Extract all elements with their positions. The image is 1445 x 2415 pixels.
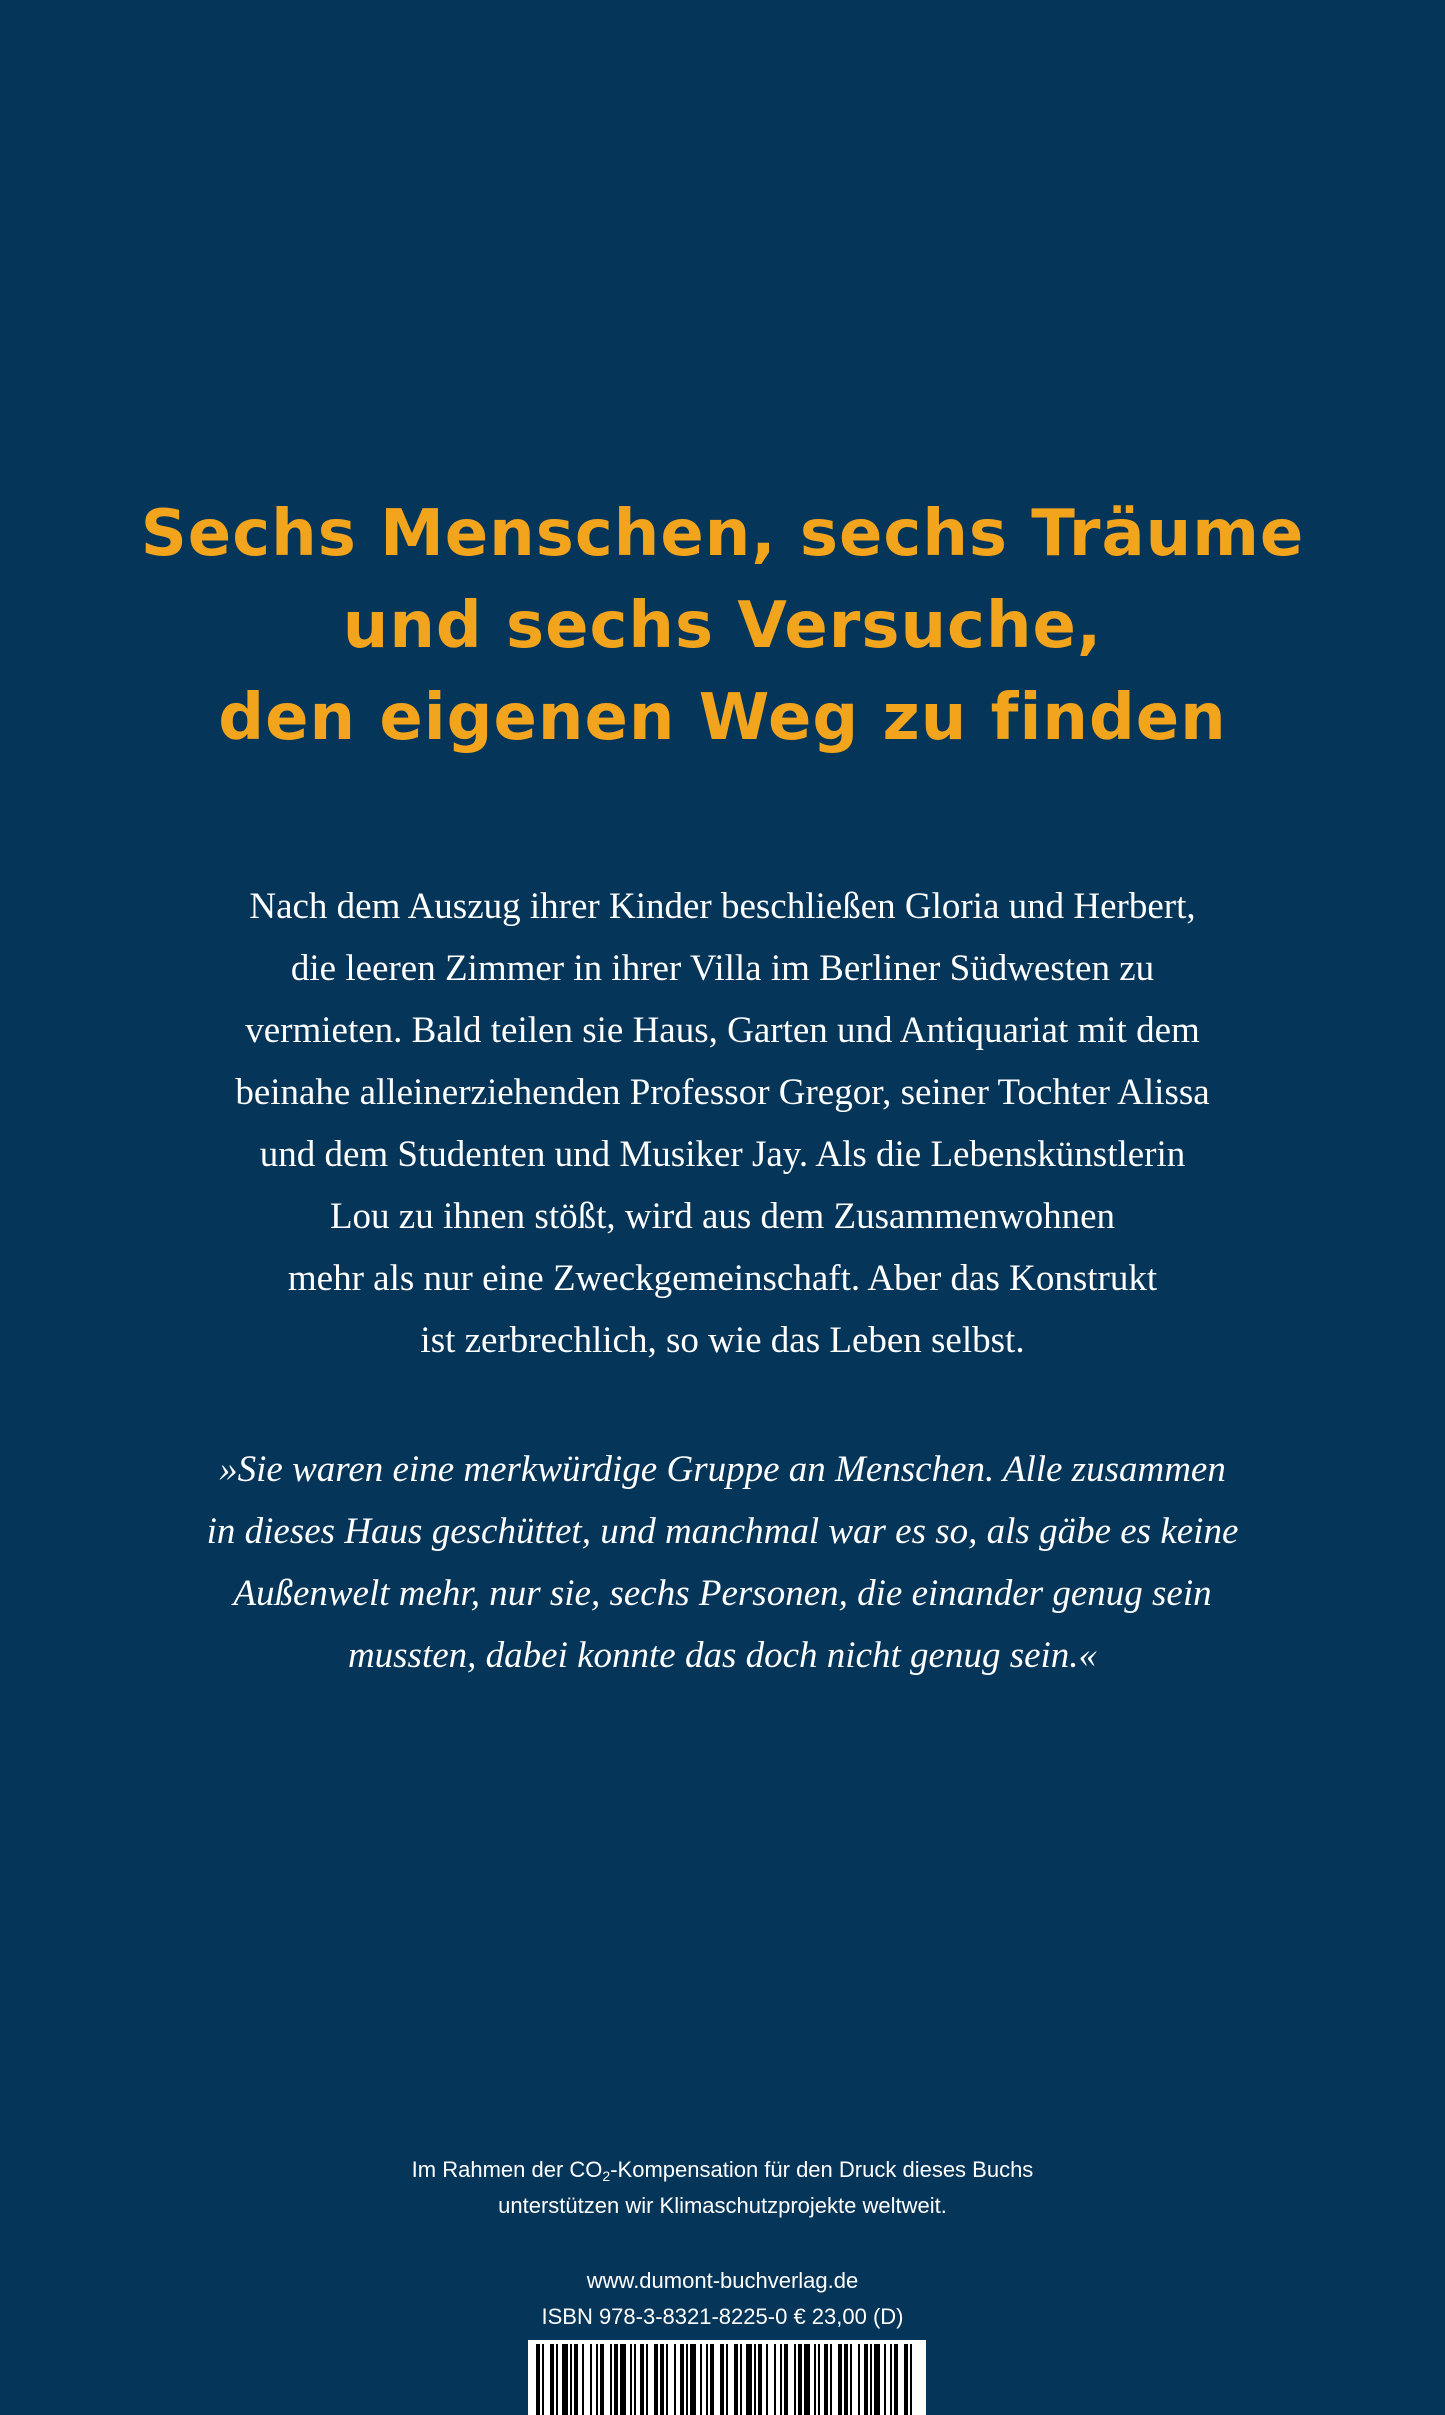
barcode-bar [870, 2344, 872, 2415]
blurb-line: die leeren Zimmer in ihrer Villa im Berliner Südwesten zu [290, 948, 1155, 989]
headline-line: und sechs Versuche, [342, 589, 1103, 663]
quote-line: in dieses Haus geschüttet, und manchmal war es so, als gäbe es keine [206, 1511, 1239, 1552]
barcode-bar [904, 2344, 908, 2415]
barcode-bar [758, 2344, 762, 2415]
barcode-bar [910, 2344, 912, 2415]
quote-excerpt [0, 1439, 1445, 1687]
blurb-line: vermieten. Bald teilen sie Haus, Garten und Antiquariat mit dem [245, 1010, 1200, 1051]
barcode-bar [686, 2344, 688, 2415]
headline-line: Sechs Menschen, sechs Träume [140, 497, 1305, 571]
blurb-line: ist zerbrechlich, so wie das Leben selbst. [420, 1320, 1025, 1361]
headline [0, 488, 1445, 764]
barcode-bar [734, 2344, 738, 2415]
barcode-bar [654, 2344, 658, 2415]
barcode-bar [542, 2344, 544, 2415]
barcode-bar [582, 2344, 584, 2415]
barcode-bar [754, 2344, 756, 2415]
barcode-bar [596, 2344, 598, 2415]
barcode-bar [634, 2344, 636, 2415]
barcode-bar [794, 2344, 796, 2415]
barcode-graphic [528, 2340, 926, 2415]
isbn-price-line [0, 2299, 1445, 2335]
co2-notice-line-1 [0, 2152, 1445, 2188]
barcode-bar [536, 2344, 540, 2415]
co2-text-after: -Kompensation für den Druck dieses Buchs [610, 2157, 1034, 2182]
imprint [0, 2263, 1445, 2335]
barcode-bar [660, 2344, 664, 2415]
barcode-bar [570, 2344, 572, 2415]
co2-notice-line-2: unterstützen wir Klimaschutzprojekte weltweit. [498, 2193, 947, 2218]
barcode-bar [710, 2344, 714, 2415]
barcode-bar [784, 2344, 788, 2415]
quote-line: Außenwelt mehr, nur sie, sechs Personen, die einander genug sein [233, 1573, 1212, 1614]
barcode-bar [798, 2344, 802, 2415]
quote-line: »Sie waren eine merkwürdige Gruppe an Menschen. Alle zusammen [219, 1449, 1226, 1490]
barcode-bar [666, 2344, 668, 2415]
barcode-bar [690, 2344, 696, 2415]
barcode-bar [720, 2344, 724, 2415]
quote-line: mussten, dabei konnte das doch nicht genug sein.« [347, 1635, 1098, 1676]
barcode-bar [824, 2344, 828, 2415]
barcode-bar [874, 2344, 880, 2415]
barcode-bar [562, 2344, 568, 2415]
barcode-bar [706, 2344, 708, 2415]
publisher-website[interactable]: www.dumont-buchverlag.de [586, 2268, 859, 2293]
barcode-bar [620, 2344, 626, 2415]
price: € 23,00 (D) [793, 2304, 904, 2329]
barcode-bar [774, 2344, 776, 2415]
barcode-bar [746, 2344, 752, 2415]
barcode-bar [814, 2344, 816, 2415]
headline-line: den eigenen Weg zu finden [218, 681, 1227, 755]
barcode-bar [864, 2344, 868, 2415]
barcode-bar [858, 2344, 860, 2415]
barcode-bar [680, 2344, 684, 2415]
blurb-line: Lou zu ihnen stößt, wird aus dem Zusammenwohnen [329, 1196, 1116, 1237]
barcode-bar [550, 2344, 554, 2415]
co2-text-before: Im Rahmen der CO [411, 2157, 603, 2182]
barcode-bar [590, 2344, 592, 2415]
blurb-line: Nach dem Auszug ihrer Kinder beschließen Gloria und Herbert, [249, 886, 1196, 927]
barcode-bar [740, 2344, 742, 2415]
barcode-bar [574, 2344, 578, 2415]
blurb-line: beinahe alleinerziehenden Professor Gregor, seiner Tochter Alissa [235, 1072, 1210, 1113]
barcode-bar [614, 2344, 618, 2415]
blurb-line: und dem Studenten und Musiker Jay. Als die Lebenskünstlerin [259, 1134, 1186, 1175]
barcode-icon [528, 2340, 926, 2415]
barcode-bar [630, 2344, 632, 2415]
barcode-bar [674, 2344, 676, 2415]
barcode-bar [726, 2344, 728, 2415]
barcode-bar [844, 2344, 848, 2415]
blurb-line: mehr als nur eine Zweckgemeinschaft. Aber das Konstrukt [287, 1258, 1158, 1299]
barcode-bar [780, 2344, 782, 2415]
barcode-bar [646, 2344, 648, 2415]
barcode-bar [818, 2344, 820, 2415]
barcode-bar [556, 2344, 558, 2415]
barcode-bar [838, 2344, 842, 2415]
blurb-text [0, 876, 1445, 1372]
co2-notice [0, 2152, 1445, 2224]
barcode-bar [766, 2344, 768, 2415]
barcode-bar [850, 2344, 852, 2415]
barcode-bar [600, 2344, 604, 2415]
barcode-bar [894, 2344, 898, 2415]
barcode-bar [610, 2344, 612, 2415]
barcode-bar [700, 2344, 702, 2415]
co2-subscript: 2 [602, 2168, 611, 2184]
barcode-bar [884, 2344, 886, 2415]
barcode-bar [640, 2344, 644, 2415]
barcode-bar [830, 2344, 832, 2415]
isbn: ISBN 978-3-8321-8225-0 [541, 2304, 788, 2329]
barcode-bar [890, 2344, 892, 2415]
barcode-bar [804, 2344, 810, 2415]
